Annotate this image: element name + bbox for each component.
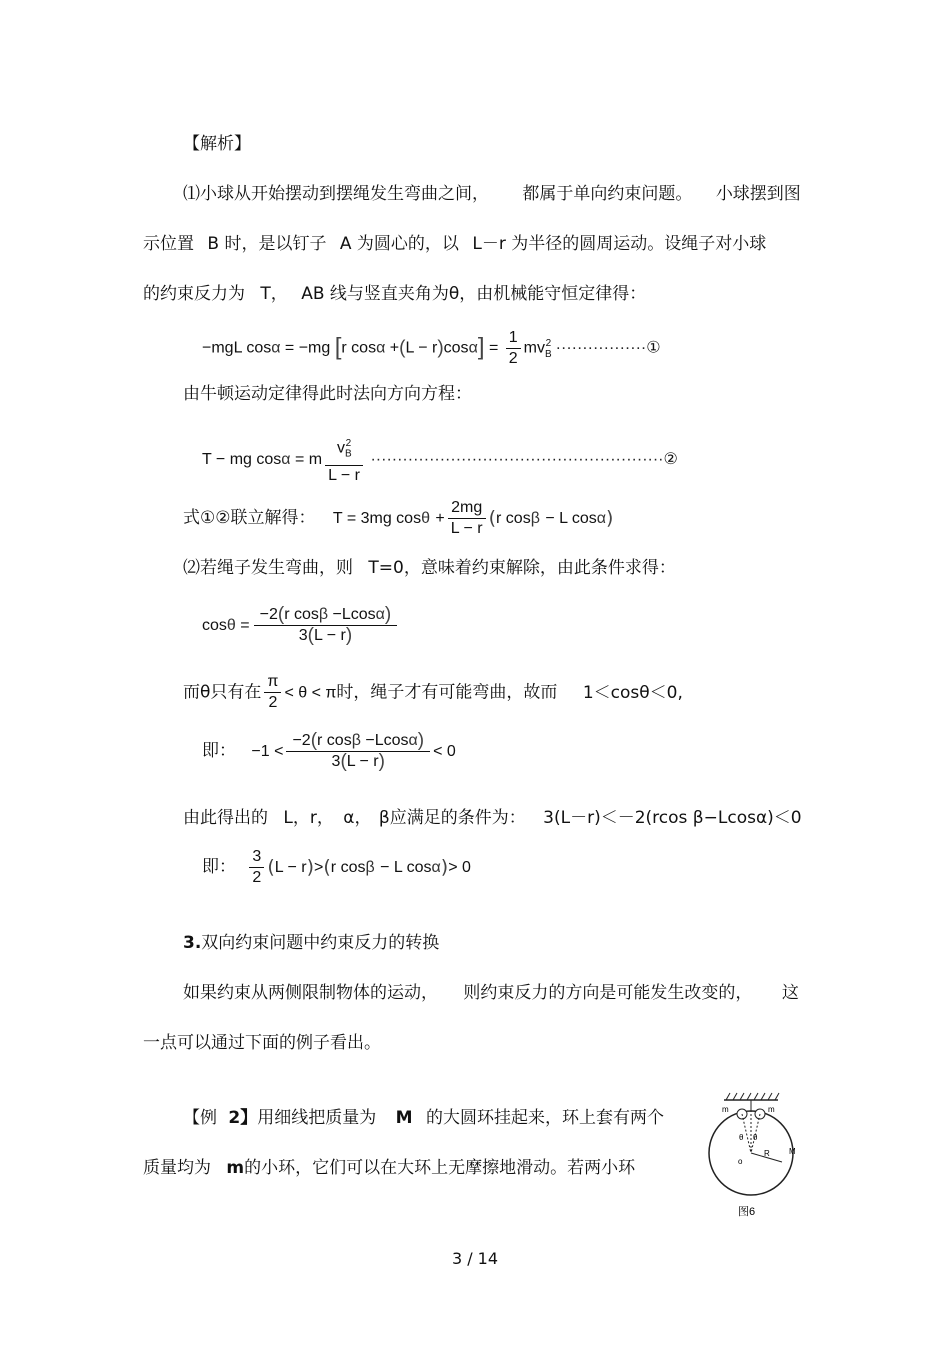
fraction <box>448 498 486 539</box>
eq-term: 3 <box>298 627 308 645</box>
eq-term: cos <box>202 617 227 634</box>
text-span: 而θ只有在 <box>183 682 262 703</box>
right-paren: ) <box>437 337 444 359</box>
denominator: L − r <box>328 466 360 484</box>
left-paren: ( <box>277 604 285 626</box>
alpha-symbol: α <box>281 451 291 468</box>
text-span: 即： <box>202 741 236 761</box>
text-span: 【例 <box>183 1108 217 1128</box>
text-span: B 时，是以钉子 <box>207 234 327 254</box>
fraction <box>249 847 264 888</box>
eq-term: = −mg <box>284 339 331 357</box>
eq-term: cos <box>443 339 469 357</box>
example-2-line <box>183 1107 664 1129</box>
text-span: α， <box>343 808 372 828</box>
paragraph-line-2 <box>143 233 766 255</box>
right-paren: ) <box>306 856 315 878</box>
numerator: 2mg <box>448 498 486 519</box>
eq-term: = <box>240 617 250 634</box>
fraction <box>325 434 363 486</box>
text-span: β−Lcosα)＜0 <box>692 808 802 828</box>
right-paren: ) <box>384 604 392 626</box>
numerator <box>325 434 363 466</box>
text-span: 小球摆到图 <box>715 184 801 204</box>
denominator <box>286 752 430 772</box>
section-3-heading <box>183 932 439 954</box>
equation-3 <box>183 496 613 541</box>
eq-term: = m <box>295 451 323 468</box>
page-number: 3 / 14 <box>451 1249 499 1268</box>
ceiling-hatch <box>724 1093 779 1100</box>
text-span: β应满足的条件为： <box>378 808 526 828</box>
beta-symbol: β <box>351 731 361 749</box>
eq-term: v <box>336 439 345 457</box>
text-span: 用细线把质量为 <box>257 1108 377 1128</box>
text-span: 的大圆环挂起来，环上套有两个 <box>425 1108 664 1128</box>
label-theta-right: θ <box>753 1133 758 1142</box>
numerator <box>254 605 398 626</box>
label-m-right: m <box>768 1105 775 1114</box>
example-number: 2】 <box>228 1108 258 1128</box>
text-span: T， <box>260 284 288 304</box>
denominator: 2 <box>268 694 278 711</box>
left-paren: ( <box>340 750 347 772</box>
text-span: 示位置 <box>143 234 194 254</box>
eq-term: = <box>488 339 499 357</box>
equation-4 <box>202 603 400 649</box>
paragraph-line-7 <box>183 982 799 1004</box>
paragraph-line-5 <box>183 672 683 714</box>
eq-term: > 0 <box>448 859 471 876</box>
beta-symbol: β <box>530 510 540 527</box>
text-span: 的小环，它们可以在大环上无摩擦地滑动。若两小环 <box>244 1158 636 1178</box>
equation-6 <box>202 845 471 890</box>
text-span: 式①②联立解得： <box>183 508 316 528</box>
numerator: π <box>264 672 281 693</box>
theta-symbol: θ <box>226 617 236 634</box>
text-span: 这 <box>781 983 799 1003</box>
mass-M: M <box>395 1108 413 1128</box>
alpha-symbol: α <box>271 339 281 357</box>
right-paren: ) <box>606 507 614 529</box>
eq-term: mv <box>523 339 545 357</box>
paragraph-line-6 <box>183 807 802 829</box>
fraction <box>254 605 398 646</box>
alpha-symbol: α <box>408 731 418 749</box>
left-paren: ( <box>323 856 331 878</box>
left-paren: ( <box>267 856 275 878</box>
eq-term: < θ < π <box>284 684 337 702</box>
equation-2 <box>202 434 678 486</box>
paragraph-line-8: 一点可以通过下面的例子看出。 <box>143 1033 381 1053</box>
text-span: 如果约束从两侧限制物体的运动， <box>183 983 438 1003</box>
eq-term: −Lcos <box>332 606 376 624</box>
paragraph-line-9 <box>143 1157 635 1179</box>
eq-term: 3 <box>331 752 341 770</box>
denominator: L − r <box>450 519 483 537</box>
text-span: 的约束反力为 <box>143 284 245 304</box>
eq-term: r cos <box>496 510 531 527</box>
text-span: AB 线与竖直夹角为θ，由机械能守恒定律得： <box>301 284 647 304</box>
left-bracket: [ <box>334 333 342 361</box>
equation-tag: ② <box>663 451 678 468</box>
eq-term: − L cos <box>380 859 432 876</box>
right-paren: ) <box>417 729 425 751</box>
label-M: M <box>789 1147 796 1156</box>
right-paren: ) <box>440 856 449 878</box>
paragraph-line-4 <box>183 557 676 579</box>
text-span: 由此得出的 <box>183 808 268 828</box>
subscript: B <box>544 348 552 360</box>
theta-symbol: θ <box>421 510 430 527</box>
superscript: 2 <box>345 438 352 449</box>
equation-tag: ① <box>646 339 661 357</box>
eq-term: L − r <box>274 859 307 876</box>
mass-m: m <box>226 1158 245 1178</box>
eq-term: L − r <box>405 339 438 357</box>
eq-term: < 0 <box>433 743 456 760</box>
superscript: 2 <box>545 338 552 350</box>
paragraph-newton: 由牛顿运动定律得此时法向方向方程： <box>183 384 472 404</box>
text-span: A 为圆心的，以 <box>339 234 459 254</box>
numerator: 1 <box>506 328 521 349</box>
text-span: 即： <box>202 857 236 877</box>
fraction <box>506 328 521 369</box>
text-span: 时，绳子才有可能弯曲，故而 <box>336 682 558 703</box>
figure-caption: 图6 <box>738 1206 756 1218</box>
eq-term: > <box>314 859 324 876</box>
text-span: L－r 为半径的圆周运动。设绳子对小球 <box>472 234 767 254</box>
eq-term: L − r <box>346 752 379 770</box>
right-paren: ) <box>345 625 353 647</box>
eq-term: −Lcos <box>365 731 409 749</box>
alpha-symbol: α <box>596 510 606 527</box>
eq-term: T = 3mg cos <box>332 510 422 527</box>
text-span: 都属于单向约束问题。 <box>522 184 693 204</box>
beta-symbol: β <box>318 606 329 624</box>
left-paren: ( <box>307 625 314 647</box>
leader-dots: ······················································· <box>370 451 664 468</box>
eq-term: −2 <box>259 606 278 624</box>
eq-term: L − r <box>313 627 346 645</box>
text-span: 3(L－r)＜－2(rcos <box>543 808 688 828</box>
paragraph-line-1 <box>183 183 801 205</box>
section-number: 3. <box>183 933 202 953</box>
label-theta-left: θ <box>739 1133 744 1142</box>
eq-term: −1 < <box>251 743 284 760</box>
eq-term: −2 <box>292 731 311 749</box>
eq-term: + <box>435 510 445 527</box>
analysis-heading: 【解析】 <box>183 134 251 154</box>
text-span: ⑴小球从开始摆动到摆绳发生弯曲之间， <box>183 184 489 204</box>
denominator: 2 <box>252 868 262 886</box>
eq-term: r cos <box>317 731 352 749</box>
denominator <box>254 626 398 646</box>
eq-term: T − mg cos <box>202 451 282 468</box>
figure-6 <box>700 1090 800 1220</box>
text-span: L，r， <box>283 808 334 828</box>
eq-term: r cos <box>284 606 319 624</box>
paragraph-line-3 <box>143 283 646 305</box>
label-o: o <box>738 1157 743 1166</box>
right-bracket: ] <box>477 333 485 361</box>
fraction <box>264 672 281 713</box>
text-span: 1＜cosθ＜0, <box>582 682 683 703</box>
left-paren: ( <box>488 507 497 529</box>
numerator <box>286 731 430 752</box>
alpha-symbol: α <box>468 339 478 357</box>
left-paren: ( <box>310 729 318 751</box>
subscript: B <box>344 448 352 460</box>
denominator: 2 <box>508 350 518 367</box>
text-span: T=0，意味着约束解除，由此条件求得： <box>368 558 676 578</box>
label-m-left: m <box>722 1105 729 1114</box>
alpha-symbol: α <box>431 859 441 876</box>
left-paren: ( <box>399 337 406 359</box>
alpha-symbol: α <box>376 339 386 357</box>
numerator: 3 <box>249 847 264 868</box>
equation-5 <box>202 728 456 775</box>
fraction <box>286 731 430 772</box>
eq-term: − L cos <box>545 510 597 527</box>
alpha-symbol: α <box>375 606 385 624</box>
eq-term: r cos <box>341 339 377 357</box>
leader-dots: ················· <box>555 339 647 357</box>
section-title: 双向约束问题中约束反力的转换 <box>201 933 440 953</box>
eq-term: r cos <box>330 859 366 876</box>
text-span: 质量均为 <box>143 1158 211 1178</box>
equation-1 <box>202 328 661 369</box>
text-span: 则约束反力的方向是可能发生改变的， <box>463 983 753 1003</box>
label-R: R <box>764 1149 770 1158</box>
eq-term: + <box>389 339 400 357</box>
right-paren: ) <box>378 750 385 772</box>
text-span: ⑵若绳子发生弯曲，则 <box>183 558 353 578</box>
beta-symbol: β <box>365 859 375 876</box>
eq-term: −mgL cos <box>202 339 272 357</box>
